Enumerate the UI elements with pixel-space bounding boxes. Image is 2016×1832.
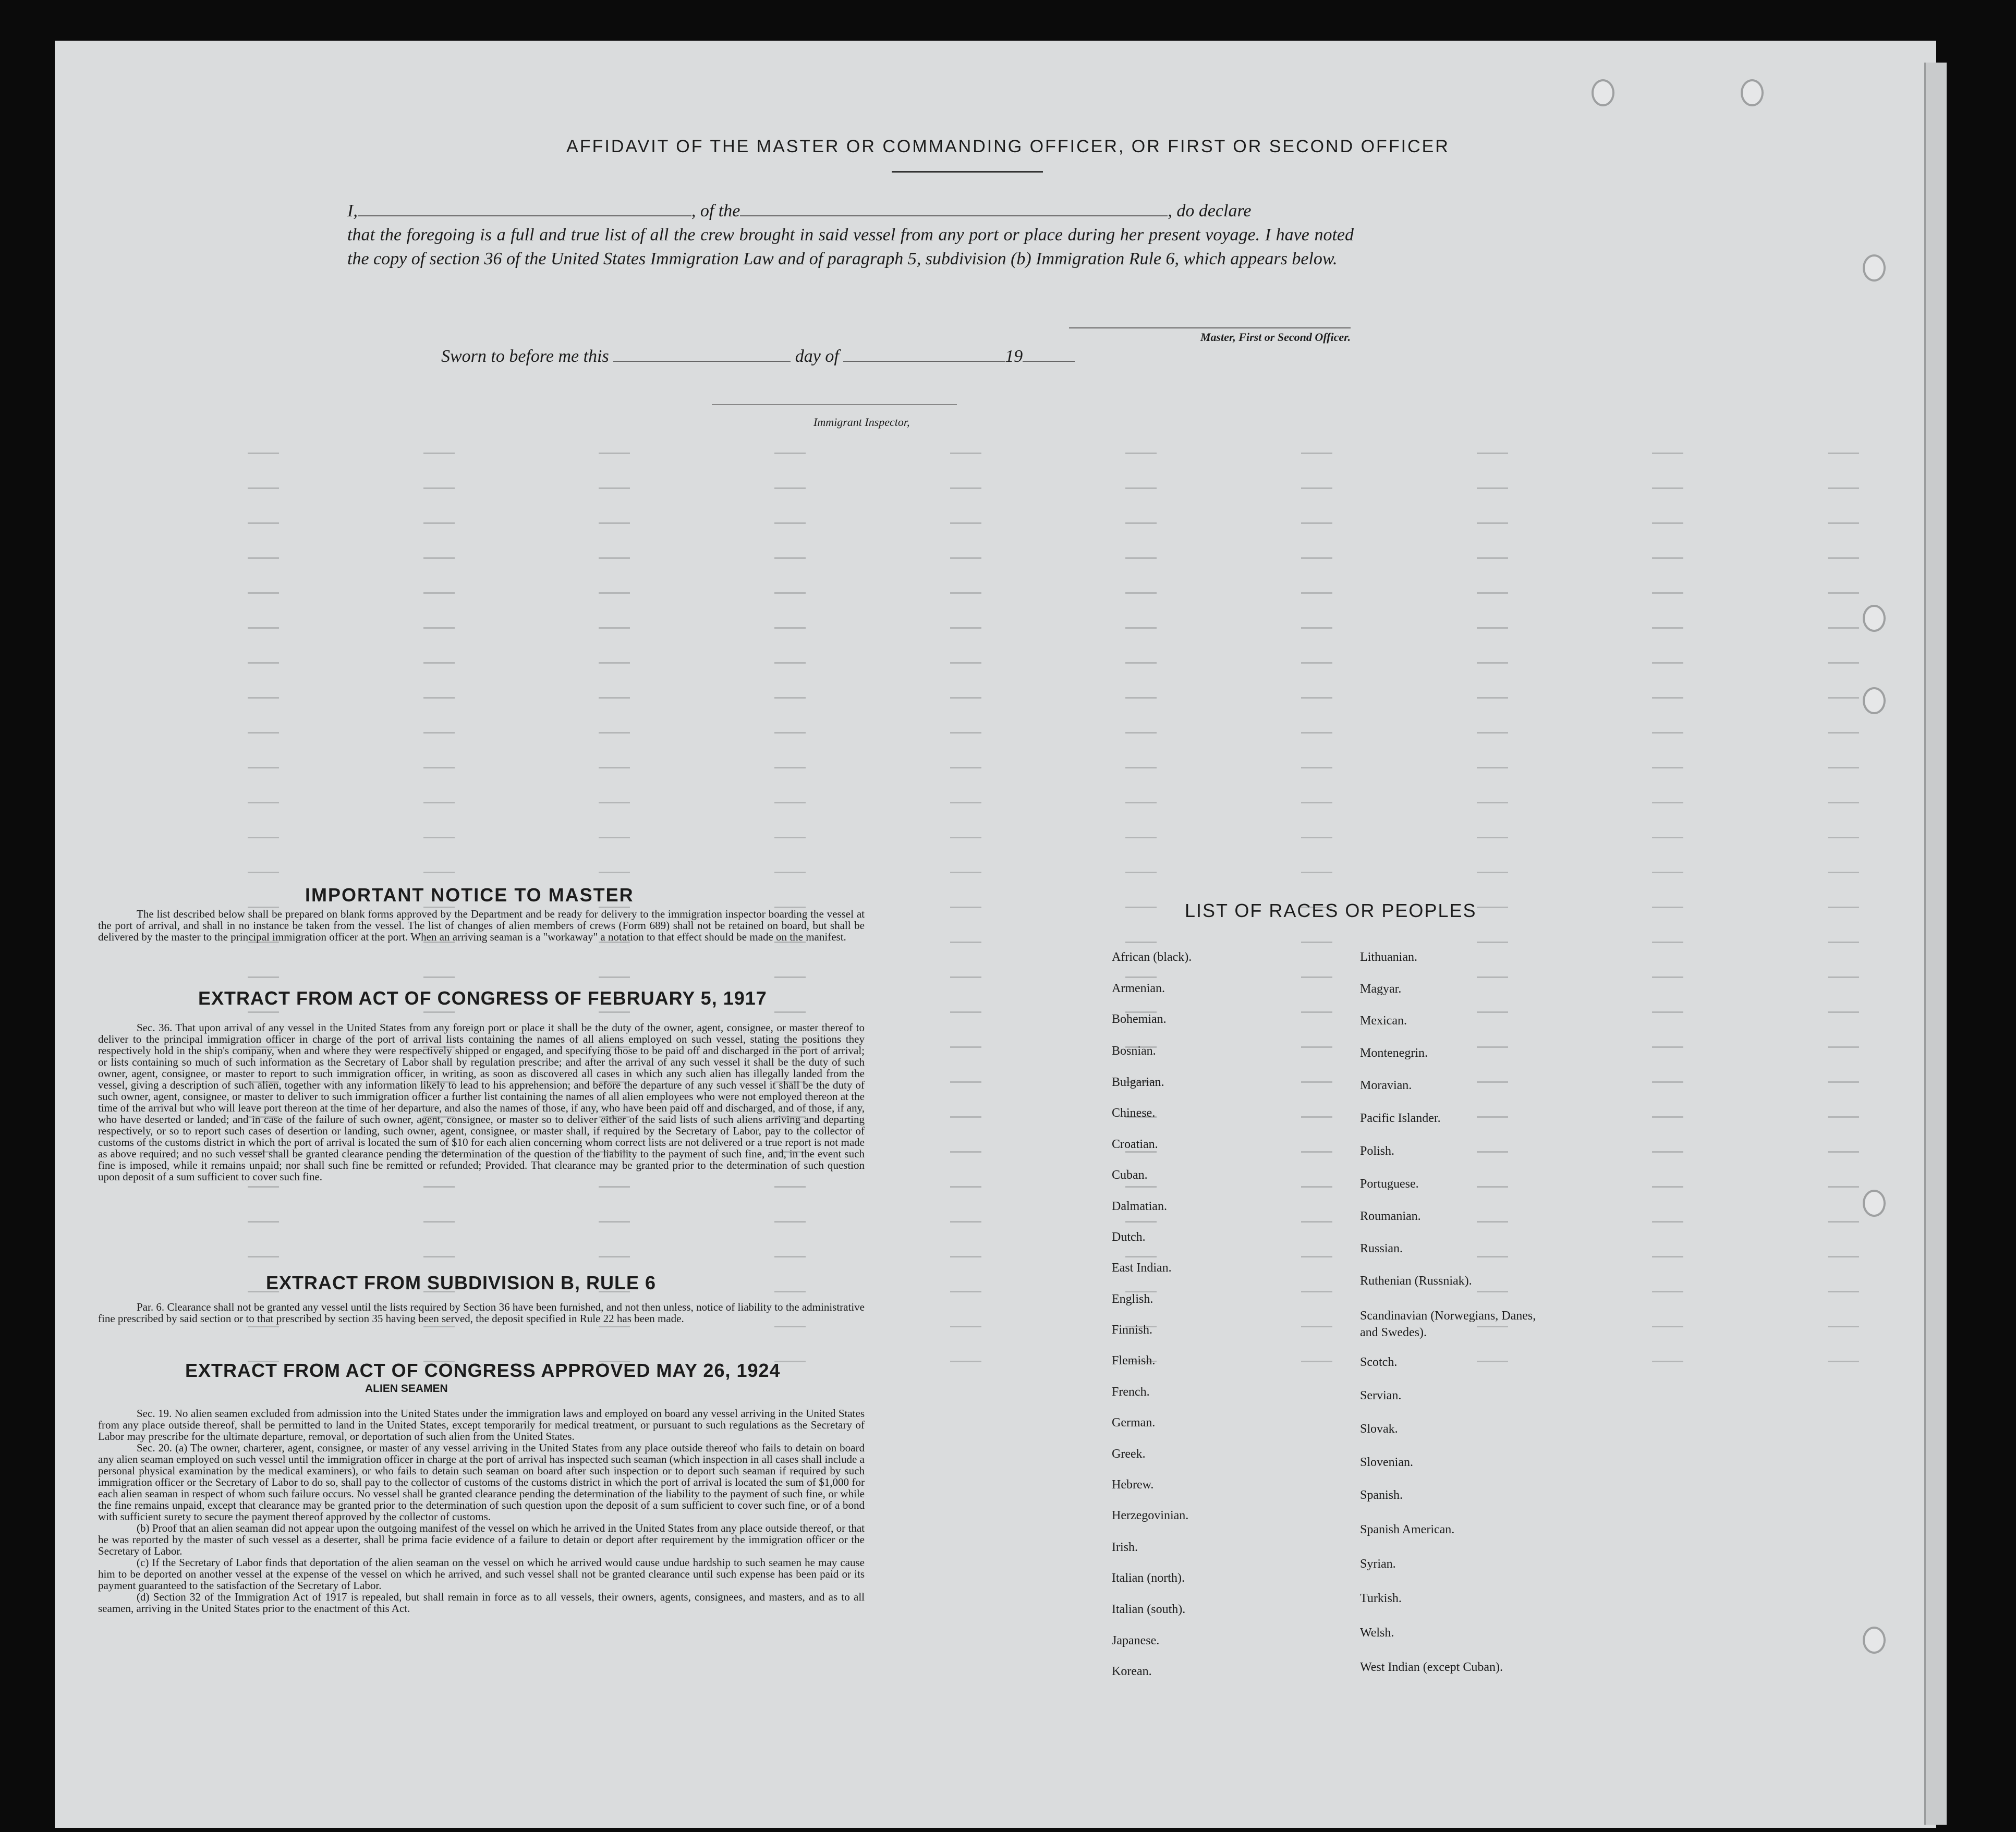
punch-hole xyxy=(1863,687,1886,714)
extract-1917-body: Sec. 36. That upon arrival of any vessel in the United States from any foreign port or place it shall be the duty of the owner, agent, consignee, or master thereof to deliver to the principal immigration officer in charge of the port of arrival lists containing the names of all aliens employed on such vessel, stating the positions they respectively hold in the ship's company, when and where they were respectively shipped or engaged, and specifying those to be paid off and discharged in the port of arrival; or lists containing so much of such information as the Secretary of Labor shall by regulation prescribe; and after the arrival of any such vessel it shall be the duty of such owner, agent, consignee, or master to report to such immigration officer, in writing, as soon as discovered all cases in which any such alien has illegally landed from the vessel, giving a description of such alien, together with any information likely to lead to his apprehension; and before the departure of any such vessel it shall be the duty of such owner, agent, consignee, or master to deliver to such immigration officer a further list containing the names of all alien employees who were not employed thereon at the time of the arrival but who will leave port thereon at the time of her departure, and also the names of those, if any, who have been paid off and discharged, and of those, if any, who have deserted or landed; and in case of the failure of such owner, agent, consignee, or master so to deliver either of the said lists of such aliens arriving and departing respectively, or so to report such cases of desertion or landing, such owner, agent, consignee, or master shall, if required by the Secretary of Labor, pay to the collector of customs of the customs district in which the port of arrival is located the sum of $10 for each alien concerning whom correct lists are not delivered or a true report is not made as above required; and no such vessel shall be granted clearance pending the determination of the question of the liability to the payment of such fine, and, in the event such fine is imposed, while it remains unpaid; nor shall such fine be remitted or refunded; Provided. That clearance may be granted prior to the determination of such question upon deposit of a sum sufficient to cover such fine. xyxy=(98,1021,865,1183)
races-title: LIST OF RACES OR PEOPLES xyxy=(1185,900,1477,921)
bleed-through-row xyxy=(248,557,1859,559)
race-item: Italian (north). xyxy=(1112,1571,1185,1585)
race-item: Dutch. xyxy=(1112,1230,1146,1244)
day-of-label: day of xyxy=(795,347,839,366)
year-blank-field[interactable] xyxy=(1023,345,1075,362)
bleed-through-row xyxy=(248,697,1859,699)
race-item: Irish. xyxy=(1112,1541,1138,1554)
notice-body: The list described below shall be prepared on blank forms approved by the Department and be ready for delivery to the immigration inspector boarding the vessel at the port of arrival, and shall in no instance be taken from the vessel. The list of changes of alien members of crews (Form 689) shall not be retained on board, but shall be delivered by the master to the principal immigration officer at the port. When an arriving seaman is a "workaway" a notation to that effect should be made on the manifest. xyxy=(98,908,865,943)
year-prefix: 19 xyxy=(1005,347,1023,366)
bleed-through-row xyxy=(248,453,1859,455)
extract-1924-paragraph: (c) If the Secretary of Labor finds that deportation of the alien seaman on the vessel on which he arrived would cause undue hardship to such seamen he may cause him to be deported on another vessel at the expense of the vessel on which he arrived, and such vessel shall not be granted clearance until such expense has been paid or its payment guaranteed to the satisfaction of the Secretary of Labor. xyxy=(98,1556,865,1592)
punch-hole xyxy=(1863,254,1886,282)
bleed-through-row xyxy=(248,1256,1859,1258)
bleed-through-row xyxy=(248,1186,1859,1188)
race-item: Bosnian. xyxy=(1112,1044,1156,1058)
do-declare-label: , do declare xyxy=(1168,201,1252,221)
declaration-body: that the foregoing is a full and true list of all the crew brought in said vessel from any port or place during her present voyage. I have noted the copy of section 36 of the United States Immigration Law and of paragraph 5, subdivision (b) Immigration Rule 6, which appears below. xyxy=(347,225,1354,268)
race-item: Roumanian. xyxy=(1360,1210,1421,1223)
race-item: Croatian. xyxy=(1112,1138,1158,1151)
i-label: I, xyxy=(347,201,358,221)
race-item: Montenegrin. xyxy=(1360,1046,1428,1060)
bleed-through-row xyxy=(248,1011,1859,1013)
race-item: East Indian. xyxy=(1112,1261,1172,1275)
signature-line[interactable] xyxy=(1069,327,1351,328)
extract-rule6-body: Par. 6. Clearance shall not be granted any vessel until the lists required by Section 36 have been furnished, and not then unless, notice of liability to the administrative fine prescribed by said section or to that prescribed by section 35 having been served, the deposit specified in Rule 22 has been made. xyxy=(98,1301,865,1325)
affidavit-title: AFFIDAVIT OF THE MASTER OR COMMANDING OFFICER, OR FIRST OR SECOND OFFICER xyxy=(566,137,1450,156)
race-item: Cuban. xyxy=(1112,1168,1148,1182)
race-item: Servian. xyxy=(1360,1389,1402,1402)
extract-1924-title: EXTRACT FROM ACT OF CONGRESS APPROVED MAY 26, 1924 xyxy=(185,1360,781,1381)
punch-hole xyxy=(1592,79,1614,106)
race-item: Welsh. xyxy=(1360,1626,1394,1640)
bleed-through-row xyxy=(248,627,1859,629)
bleed-through-row xyxy=(248,662,1859,664)
extract-1917-title: EXTRACT FROM ACT OF CONGRESS OF FEBRUARY 5, 1917 xyxy=(198,987,767,1009)
race-item: Greek. xyxy=(1112,1447,1146,1461)
punch-hole xyxy=(1741,79,1764,106)
race-item: Ruthenian (Russniak). xyxy=(1360,1274,1472,1288)
signature-label: Master, First or Second Officer. xyxy=(1200,331,1351,344)
alien-seamen-subtitle: ALIEN SEAMEN xyxy=(365,1383,448,1395)
race-item: West Indian (except Cuban). xyxy=(1360,1660,1503,1674)
month-blank-field[interactable] xyxy=(843,345,1005,362)
extract-1924-body xyxy=(98,1408,865,1614)
bleed-through-row xyxy=(248,592,1859,594)
bleed-through-row xyxy=(248,487,1859,490)
sworn-prefix: Sworn to before me this xyxy=(441,347,609,366)
bleed-through-row xyxy=(248,732,1859,734)
race-item: Lithuanian. xyxy=(1360,950,1417,964)
race-item: Korean. xyxy=(1112,1665,1152,1678)
of-the-label: , of the xyxy=(691,201,740,221)
race-item: Mexican. xyxy=(1360,1014,1407,1028)
race-item: Chinese. xyxy=(1112,1106,1156,1120)
race-item: African (black). xyxy=(1112,950,1192,964)
race-item: Moravian. xyxy=(1360,1079,1412,1092)
race-item: Slovenian. xyxy=(1360,1456,1413,1469)
race-item: Spanish American. xyxy=(1360,1523,1455,1536)
extract-1924-paragraph: (d) Section 32 of the Immigration Act of 1917 is repealed, but shall remain in force as to all vessels, their owners, agents, consignees, and masters, and as to all seamen, arriving in the United States prior to the enactment of this Act. xyxy=(98,1591,865,1615)
punch-hole xyxy=(1863,1627,1886,1654)
race-item: Finnish. xyxy=(1112,1323,1153,1337)
race-item: German. xyxy=(1112,1416,1156,1430)
inspector-signature-line[interactable] xyxy=(712,404,957,405)
race-item: Hebrew. xyxy=(1112,1478,1154,1492)
race-item: Magyar. xyxy=(1360,982,1402,996)
race-item: Armenian. xyxy=(1112,982,1165,995)
race-item: Portuguese. xyxy=(1360,1177,1419,1191)
race-item: Scotch. xyxy=(1360,1355,1398,1369)
bleed-through-row xyxy=(248,976,1859,979)
page-edge xyxy=(1924,63,1947,1825)
race-item: Turkish. xyxy=(1360,1592,1402,1605)
race-item: French. xyxy=(1112,1385,1150,1399)
bleed-through-row xyxy=(248,837,1859,839)
race-item: Herzegovinian. xyxy=(1112,1509,1189,1522)
race-item: Spanish. xyxy=(1360,1488,1403,1502)
extract-1924-paragraph: Sec. 20. (a) The owner, charterer, agent, consignee, or master of any vessel arriving in the United States from any place outside thereof who fails to detain on board any alien seaman employed on such vessel until the immigration officer in charge at the port of arrival has inspected such seaman (which inspection in all cases shall include a personal physical examination by the medical examiners), or who fails to detain such seaman on board after such inspection or to deport such seaman if required by such immigration officer or the Secretary of Labor to do so, shall pay to the collector of customs of the customs district in which the port of arrival is located the sum of $1,000 for each alien seaman in respect of whom such failure occurs. No vessel shall be granted clearance pending the determination of the liability to the payment of such fine, or while the fine remains unpaid, except that clearance may be granted prior to the determination of such question upon the deposit of a sum sufficient to cover such fine, or of a bond with sufficient surety to secure the payment thereof approved by the collector of customs. xyxy=(98,1442,865,1523)
race-item: Pacific Islander. xyxy=(1360,1112,1441,1125)
race-item: Japanese. xyxy=(1112,1634,1160,1647)
bleed-through-row xyxy=(248,872,1859,874)
race-item: Scandinavian (Norwegians, Danes, and Swedes). xyxy=(1360,1309,1536,1339)
race-item: Bohemian. xyxy=(1112,1012,1167,1026)
name-blank-field[interactable] xyxy=(358,200,691,216)
bleed-through-row xyxy=(248,767,1859,769)
extract-rule6-title: EXTRACT FROM SUBDIVISION B, RULE 6 xyxy=(266,1272,657,1293)
race-item: Slovak. xyxy=(1360,1422,1398,1436)
extract-1924-paragraph: (b) Proof that an alien seaman did not appear upon the outgoing manifest of the vessel on which he arrived in the United States from any place outside thereof, or that he was reported by the master of such vessel as a deserter, shall be prima facie evidence of a failure to detain or deport after requirement by the immigration officer or the Secretary of Labor. xyxy=(98,1522,865,1557)
race-item: Syrian. xyxy=(1360,1557,1396,1571)
bleed-through-row xyxy=(248,1221,1859,1223)
race-item: Italian (south). xyxy=(1112,1603,1186,1616)
extract-1924-paragraph: Sec. 19. No alien seamen excluded from admission into the United States under the immigration laws and employed on board any vessel arriving in the United States from any place outside thereof, shall be permitted to land in the United States, except temporarily for medical treatment, or pursuant to such regulations as the Secretary of Labor may prescribe for the ultimate departure, removal, or deportation of such alien from the United States. xyxy=(98,1407,865,1443)
race-item: Flemish. xyxy=(1112,1354,1156,1367)
declaration-line xyxy=(347,199,1354,223)
punch-hole xyxy=(1863,605,1886,632)
race-item: Dalmatian. xyxy=(1112,1200,1167,1213)
race-item: Bulgarian. xyxy=(1112,1076,1164,1089)
vessel-blank-field[interactable] xyxy=(740,200,1168,216)
race-item: Polish. xyxy=(1360,1144,1395,1158)
bleed-through-row xyxy=(248,522,1859,524)
bleed-through-row xyxy=(248,1326,1859,1328)
day-blank-field[interactable] xyxy=(613,345,791,362)
title-underline xyxy=(892,171,1043,173)
inspector-label: Immigrant Inspector, xyxy=(813,416,910,429)
sworn-line xyxy=(441,345,1075,367)
race-item: English. xyxy=(1112,1292,1153,1306)
bleed-through-row xyxy=(248,802,1859,804)
punch-hole xyxy=(1863,1190,1886,1217)
notice-title: IMPORTANT NOTICE TO MASTER xyxy=(305,884,634,906)
race-item: Russian. xyxy=(1360,1242,1403,1255)
